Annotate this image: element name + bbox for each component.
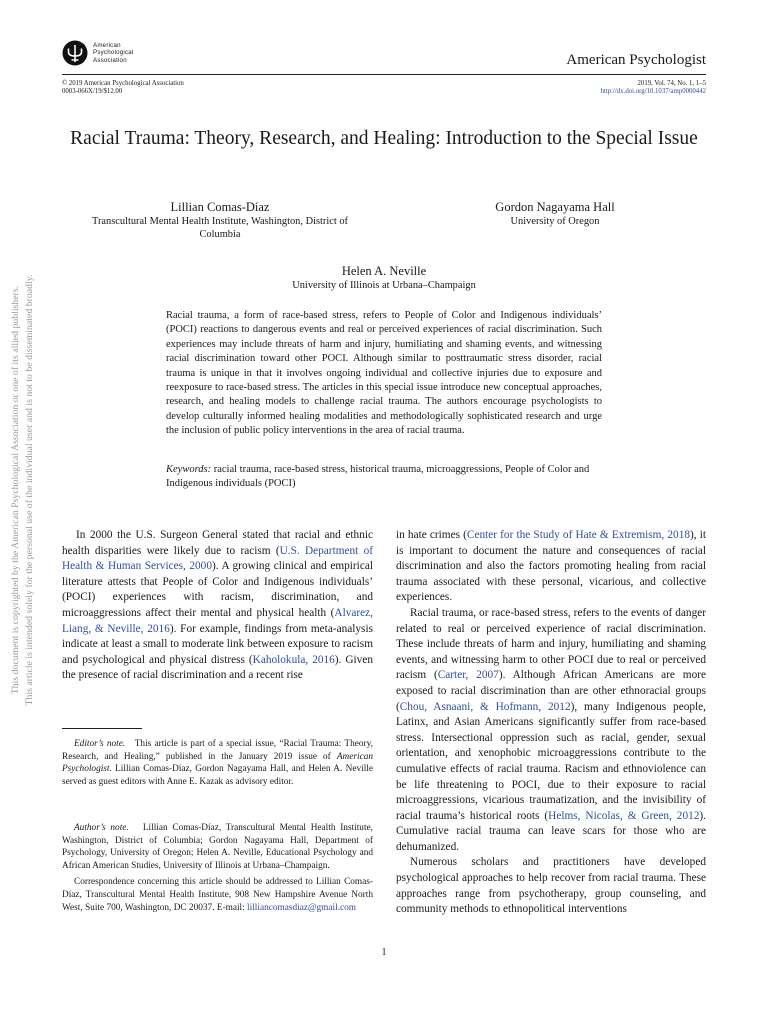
author-name: Helen A. Neville (341, 264, 427, 278)
paragraph: in hate crimes (Center for the Study of Hate & Extremism, 2018), it is important to document the nature and consequences of racial discrimination and also the factors promoting healing from racial trauma associated with these personal, vicarious, and collective experiences. (396, 529, 707, 604)
citation-link[interactable]: Alvarez, Liang, & Neville, 2016 (62, 606, 373, 635)
author-block (80, 200, 360, 241)
publisher-logo (62, 40, 133, 66)
correspondence: Correspondence concerning this article should be addressed to Lillian Comas-Díaz, Transcultural Mental Health Institute, 908 New Hampshire Avenue North West, Suite 700, Washington, DC 20037. E-mail: (62, 877, 373, 913)
email-link[interactable]: lilliancomasdiaz@gmail.com (247, 902, 357, 913)
author-affiliation: University of Oregon (510, 216, 600, 227)
paragraph: Racial trauma, or race-based stress, refers to the events of danger related to real or perceived experience of racial discrimination. These include threats of harm and injury, humiliating and shaming events, and witnessing harm to other POCI due to real or perceived racism (Carter, 2007). Although African Americans are more exposed to racial discrimination than are other ethnoracial groups (Chou, Asnaani, & Hofmann, 2012), many Indigenous people, Latinx, and Asian Americans significantly suffer from race-based stress. Intersectional oppression such as racial, gender, sexual orientation, and xenophobic microaggressions contribute to the cumulative effects of racial trauma. Racism and ethnoviolence can be life threatening to POCI, due to their exposure to racial microaggressions, vicarious traumatization, and the invisibility of racial trauma’s historical roots (Helms, Nicolas, & Green, 2012). Cumulative racial trauma can leave scars for those who are dehumanized. (396, 606, 706, 853)
body-right-column (396, 528, 706, 918)
doi-link[interactable]: http://dx.doi.org/10.1037/amp0000442 (600, 88, 706, 96)
copyright: © 2019 American Psychological Association (62, 80, 184, 87)
sidebar-line: This article is intended solely for the personal use of the individual user and is not to be disseminated broadly. (24, 274, 35, 706)
author-name: Lillian Comas-Díaz (170, 200, 270, 214)
journal-name: American Psychologist (566, 52, 706, 68)
citation-link[interactable]: Carter, 2007 (437, 669, 499, 682)
author-block (234, 264, 534, 292)
issn: 0003-066X/19/$12.00 (62, 88, 123, 96)
editor-note-label: Editor’s note. (74, 739, 126, 749)
author-block (440, 200, 670, 228)
author-note: Author’s note. Lillian Comas-Díaz, Transcultural Mental Health Institute, Washington, District of Columbia; Gordon Nagayama Hall, Department of Psychology, University of Oregon; Helen A. Neville, Educational Psychology and African American Studies, University of Illinois at Urbana–Champaign. Correspondence concerning this article should be addressed to Lillian Comas-Díaz, Transcultural Mental Health Institute, 908 New Hampshire Avenue North West, Suite 700, Washington, DC 20037. E-mail: lilliancomasdiaz@gmail.com (62, 823, 373, 913)
body-left-column (62, 528, 373, 684)
keywords-text: racial trauma, race-based stress, historical trauma, microaggressions, People of Color and Indigenous individuals (POCI) (166, 464, 590, 490)
author-note-label: Author’s note. (74, 823, 129, 833)
paragraph: In 2000 the U.S. Surgeon General stated that racial and ethnic health disparities were likely due to racism (U.S. Department of Health & Human Services, 2000). A growing clinical and empirical literature attests that People of Color and Indigenous individuals’ (POCI) experiences with racism, discrimination, and microaggressions affect their mental and physical health (Alvarez, Liang, & Neville, 2016). For example, findings from meta-analysis indicate at least a small to moderate link between exposure to racism and psychological and physical distress (Kaholokula, 2016). Given the presence of racial discrimination and a recent rise (62, 529, 373, 682)
citation-link[interactable]: Chou, Asnaani, & Hofmann, 2012 (399, 700, 571, 713)
citation-link[interactable]: U.S. Department of Health & Human Services, 2000 (62, 544, 373, 573)
sidebar-line: This document is copyrighted by the American Psychological Association or one of its allied publishers. (10, 285, 21, 695)
header-rule (62, 74, 706, 75)
abstract: Racial trauma, a form of race-based stress, refers to People of Color and Indigenous individuals’ (POCI) reactions to dangerous events and real or perceived experiences of racial discrimination. Such experiences may include threats of harm and injury, humiliating and shaming events, and witnessing racial discrimination toward other POCI. Although similar to posttraumatic stress disorder, racial trauma is unique in that it involves ongoing individual and collective injuries due to exposure and reexposure to race-based stress. The articles in this special issue introduce new conceptual approaches, research, and healing models to challenge racial trauma. The authors encourage psychologists to develop culturally informed healing modalities and methodologically sophisticated research and urge the inclusion of public policy interventions in the area of racial trauma. (166, 310, 602, 437)
citation-block (601, 80, 706, 97)
article-title: Racial Trauma: Theory, Research, and Healing: Introduction to the Special Issue (70, 128, 698, 149)
citation-link[interactable]: Helms, Nicolas, & Green, 2012 (548, 809, 700, 822)
keywords-label: Keywords: (166, 464, 212, 475)
citation-link[interactable]: Kaholokula, 2016 (252, 653, 335, 666)
author-name: Gordon Nagayama Hall (495, 200, 615, 214)
footnote-divider (62, 728, 142, 729)
editor-note: Editor’s note. This article is part of a special issue, “Racial Trauma: Theory, Research, and Healing,” published in the January 2019 issue of American Psychologist. Lillian Comas-Díaz, Gordon Nagayama Hall, and Helen A. Neville served as guest editors with Anne E. Kazak as advisory editor. (62, 739, 374, 787)
author-affiliation: University of Illinois at Urbana–Champaign (292, 280, 476, 291)
volume-info: 2019, Vol. 74, No. 1, 1–5 (637, 80, 706, 87)
publisher-logo-text: American Psychological Association (93, 41, 134, 64)
author-affiliation: Transcultural Mental Health Institute, Washington, District of Columbia (91, 216, 348, 240)
paragraph: Numerous scholars and practitioners have developed psychological approaches to help recover from racial trauma. These approaches range from psychotherapy, group counseling, and community methods to ethnopolitical interventions (396, 856, 706, 916)
citation-link[interactable]: Center for the Study of Hate & Extremism, 2018 (466, 529, 690, 541)
copyright-sidebar (6, 210, 40, 770)
copyright-block (62, 80, 184, 97)
page-number: 1 (381, 947, 387, 958)
apa-psi-logo-icon (62, 40, 88, 66)
keywords (166, 463, 602, 492)
